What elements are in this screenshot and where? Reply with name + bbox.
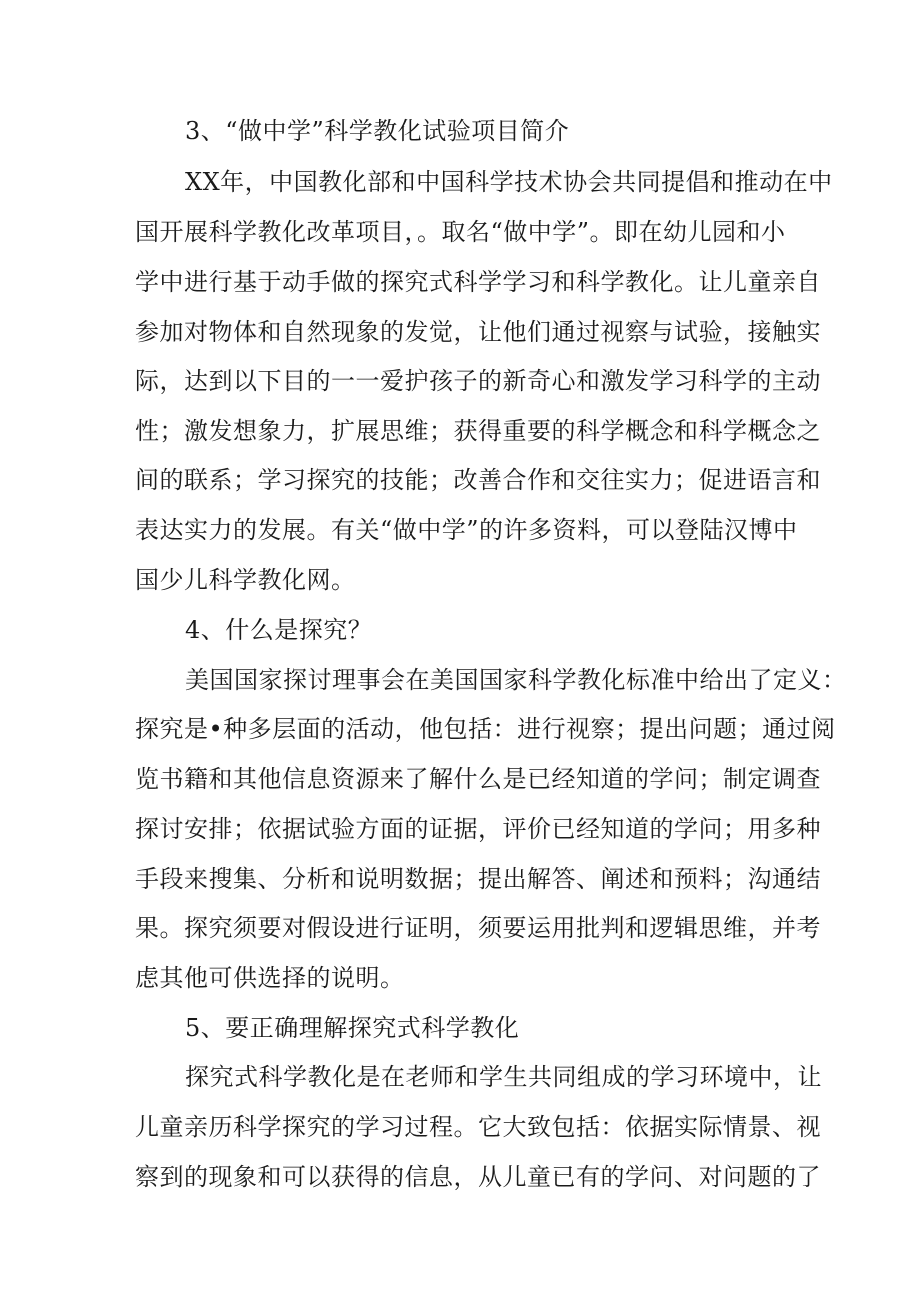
paragraph-line: 手段来搜集、分析和说明数据；提出解答、阐述和预料；沟通结 xyxy=(135,865,821,893)
paragraph-line: XX年，中国教化部和中国科学技术协会共同提倡和推动在中 xyxy=(185,168,833,196)
paragraph-line: 果。探究须要对假设进行证明，须要运用批判和逻辑思维，并考 xyxy=(135,914,821,942)
paragraph-line: 际，达到以下目的一一爱护孩子的新奇心和激发学习科学的主动 xyxy=(135,367,821,395)
section-3-heading: 3、“做中学”科学教化试验项目简介 xyxy=(185,117,570,145)
section-4-heading: 4、什么是探究？ xyxy=(185,616,373,644)
paragraph-line: 儿童亲历科学探究的学习过程。它大致包括：依据实际情景、视 xyxy=(135,1113,821,1141)
paragraph-line: 间的联系；学习探究的技能；改善合作和交往实力；促进语言和 xyxy=(135,466,821,494)
paragraph-line: 学中进行基于动手做的探究式科学学习和科学教化。让儿童亲自 xyxy=(135,268,821,296)
paragraph-line: 探讨安排；依据试验方面的证据，评价已经知道的学问；用多种 xyxy=(135,815,821,843)
paragraph-line: 表达实力的发展。有关“做中学”的许多资料，可以登陆汉博中 xyxy=(135,516,798,544)
paragraph-line: 览书籍和其他信息资源来了解什么是已经知道的学问；制定调查 xyxy=(135,765,821,793)
paragraph-line: 参加对物体和自然现象的发觉，让他们通过视察与试验，接触实 xyxy=(135,318,821,346)
paragraph-line: 察到的现象和可以获得的信息，从儿童已有的学问、对问题的了 xyxy=(135,1163,821,1191)
section-5-heading: 5、要正确理解探究式科学教化 xyxy=(185,1014,520,1042)
paragraph-line: 性；激发想象力，扩展思维；获得重要的科学概念和科学概念之 xyxy=(135,417,821,445)
paragraph-line: 虑其他可供选择的说明。 xyxy=(135,964,405,992)
paragraph-line: 国少儿科学教化网。 xyxy=(135,566,356,594)
paragraph-line: 美国国家探讨理事会在美国国家科学教化标准中给出了定义： xyxy=(185,666,847,694)
paragraph-line: 探究是•种多层面的活动，他包括：进行视察；提出问题；通过阅 xyxy=(135,715,836,743)
paragraph-line: 国开展科学教化改革项目，。取名“做中学”。即在幼儿园和小 xyxy=(135,218,786,246)
paragraph-line: 探究式科学教化是在老师和学生共同组成的学习环境中，让 xyxy=(185,1063,822,1091)
